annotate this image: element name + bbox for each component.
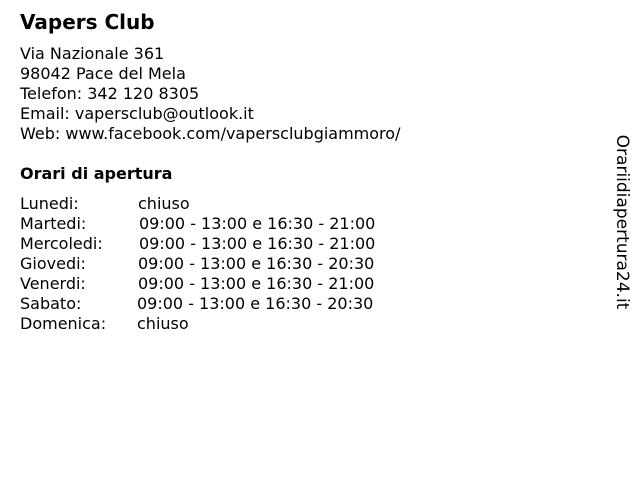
address-street: Via Nazionale 361 (20, 44, 165, 63)
day-hours: 09:00 - 13:00 e 16:30 - 21:00 (139, 234, 376, 253)
day-hours: 09:00 - 13:00 e 16:30 - 20:30 (138, 254, 375, 273)
day-hours: 09:00 - 13:00 e 16:30 - 21:00 (139, 214, 376, 233)
email-address: Email: vapersclub@outlook.it (20, 104, 254, 123)
site-watermark: Orariidiapertura24.it (612, 134, 632, 310)
day-label: Domenica: (20, 314, 107, 333)
website: Web: www.facebook.com/vapersclubgiammoro/ (20, 124, 401, 143)
opening-hours-heading: Orari di apertura (20, 164, 173, 183)
business-name: Vapers Club (20, 10, 155, 34)
day-label: Venerdi: (20, 274, 86, 293)
day-label: Sabato: (20, 294, 82, 313)
day-hours: chiuso (138, 194, 190, 213)
day-label: Giovedi: (20, 254, 86, 273)
address-city: 98042 Pace del Mela (20, 64, 186, 83)
phone-number: Telefon: 342 120 8305 (20, 84, 200, 103)
day-hours: 09:00 - 13:00 e 16:30 - 21:00 (138, 274, 375, 293)
day-hours: chiuso (137, 314, 189, 333)
day-hours: 09:00 - 13:00 e 16:30 - 20:30 (137, 294, 374, 313)
day-label: Lunedi: (20, 194, 79, 213)
business-contact (20, 44, 400, 144)
day-label: Mercoledi: (20, 234, 103, 253)
day-label: Martedi: (20, 214, 87, 233)
